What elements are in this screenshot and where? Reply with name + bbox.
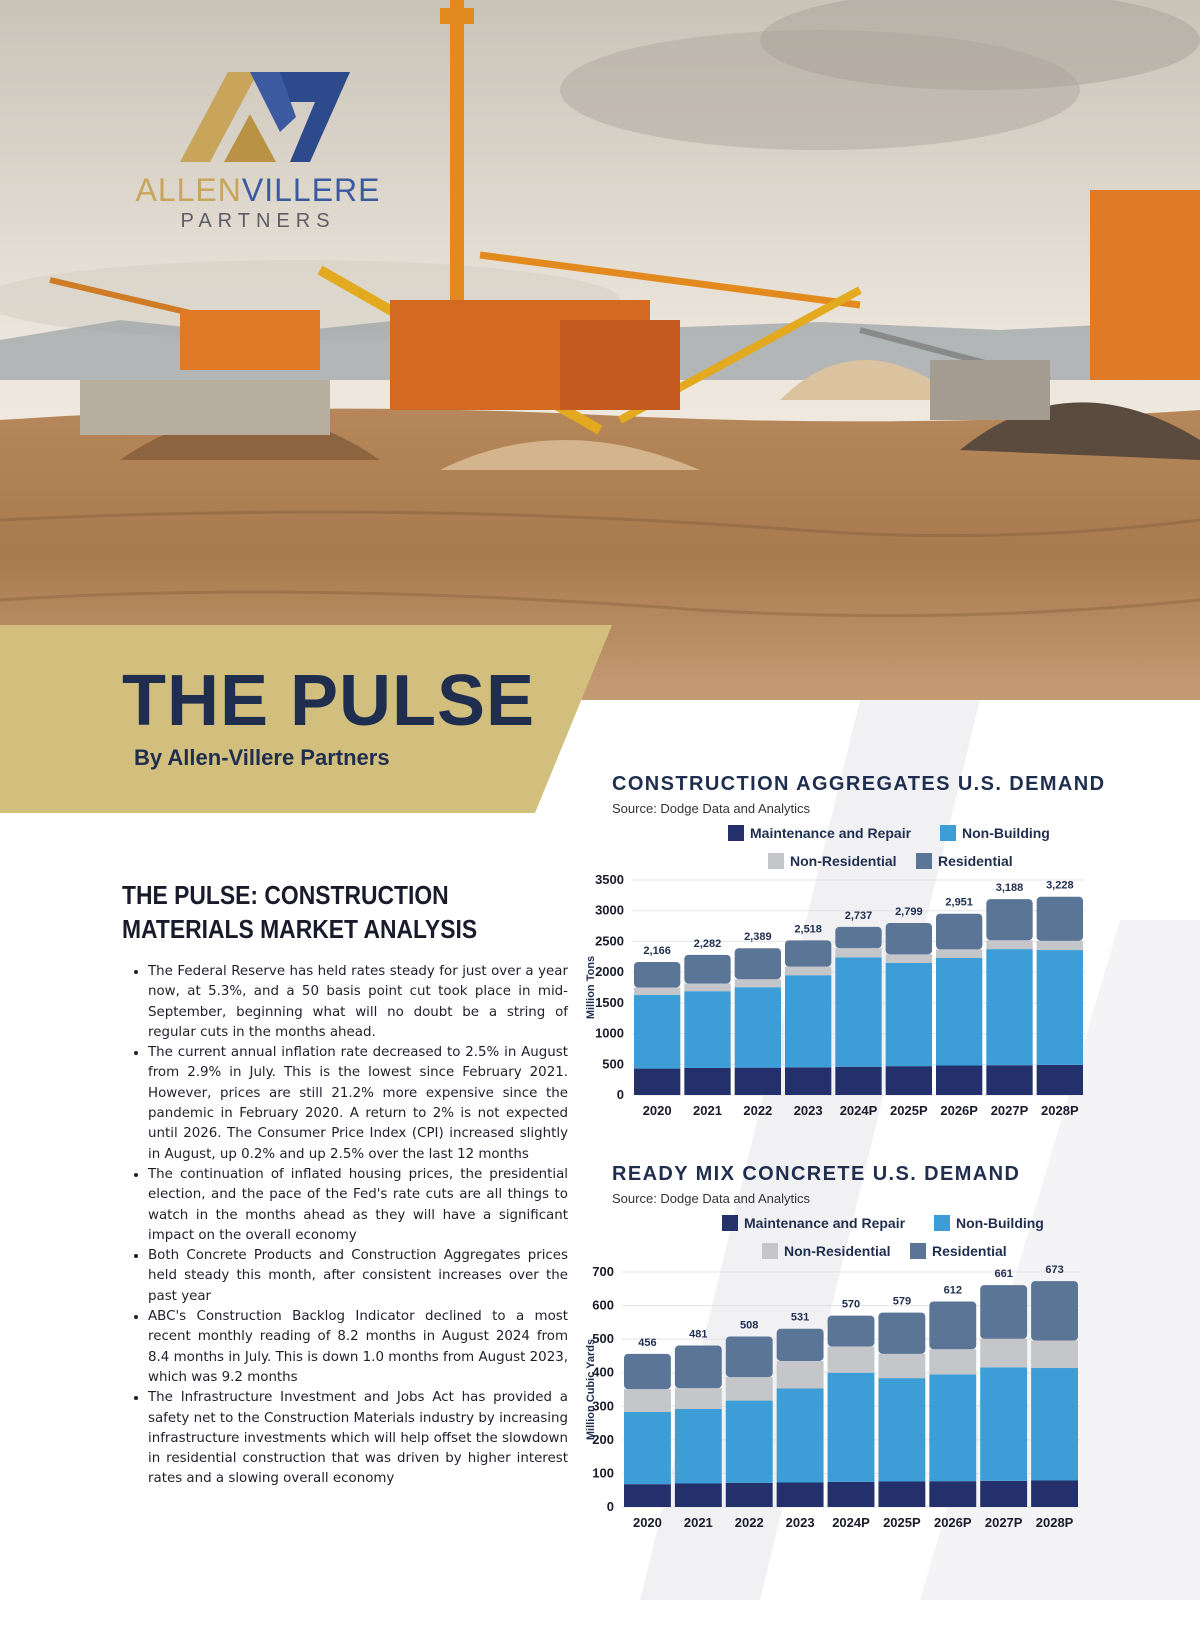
bar-segment [624,1412,671,1484]
x-tick-label: 2020 [632,1515,662,1530]
bar-segment [777,1361,824,1389]
article-bullet-list [126,962,568,1490]
bar-segment [886,1066,932,1095]
bar-total-label: 2,518 [794,923,822,936]
legend-item-non-building [940,825,1050,841]
article-title [122,878,518,946]
bar-segment [878,1354,925,1378]
bar-segment [886,963,932,1066]
bar-segment [675,1388,722,1409]
bar-segment [624,1354,671,1389]
x-tick-label: 2028P [1035,1515,1074,1530]
bar-segment [1031,1340,1078,1368]
bar-segment [785,975,831,1067]
bar-segment [980,1285,1027,1339]
x-tick-label: 2026P [933,1515,972,1530]
article-bullet: • The Federal Reserve has held rates steady for just over a year now, at 5.3%, and a 50 basis point cut took place in mid-September, beginning what will no doubt be a string of regular cuts in the months ahead. [148,962,568,1043]
x-tick-label: 2023 [785,1515,815,1530]
x-tick-label: 2025P [890,1103,928,1118]
x-tick-label: 2026P [940,1103,978,1118]
article-bullet: • The current annual inflation rate decreased to 2.5% in August from 2.9% in July. This is the lowest since February 2021. However, prices are still 21.2% more expensive since the pandemic in February 2020. A return to 2% is not expected until 2026. The Consumer Price Index (CPI) increased slightly in August, up 0.2% and up 2.5% over the last 12 months [148,1043,568,1165]
y-tick-label: 1000 [595,1025,624,1041]
bar-total-label: 2,737 [844,909,873,922]
x-tick-label: 2024P [839,1103,878,1118]
bar-segment [684,955,730,984]
bar-total-label: 3,188 [995,882,1024,895]
bar-segment [735,987,781,1067]
y-axis-label: Million Tons [585,955,597,1020]
bar-segment [777,1388,824,1482]
y-tick-label: 700 [592,1264,614,1279]
bar-segment [675,1409,722,1484]
bar-segment [936,949,982,958]
x-tick-label: 2021 [693,1103,722,1118]
bar-segment [936,1066,982,1095]
bar-segment [878,1378,925,1481]
y-tick-label: 600 [592,1297,614,1313]
legend-label: Non-Residential [790,853,897,869]
bar-segment [835,948,881,957]
legend-item-non-residential [768,853,897,869]
article-bullet: • The Infrastructure Investment and Jobs Act has provided a safety net to the Construction Materials industry by increasing infrastructure investments which will help offset the slowdown in residential construction that was driven by higher interest rates and a slowing overall economy [148,1388,568,1489]
av-logo-icon [180,72,350,162]
bar-segment [878,1313,925,1354]
y-tick-label: 1500 [595,994,624,1010]
y-axis-label: Million Cubic Yards [585,1338,597,1441]
x-tick-label: 2025P [883,1515,921,1530]
legend-swatch [762,1243,778,1259]
y-tick-label: 0 [616,1087,624,1102]
bar-segment [1037,1065,1083,1095]
y-tick-label: 100 [592,1465,614,1481]
legend-item-residential [910,1243,1007,1259]
bar-segment [835,927,881,948]
y-tick-label: 3500 [595,872,624,887]
bar-segment [735,948,781,979]
bar-total-label: 612 [943,1284,962,1297]
bar-segment [828,1482,875,1507]
bar-segment [785,940,831,966]
y-tick-label: 300 [592,1398,614,1414]
aggregates-chart-plot [580,870,1180,1125]
bar-segment [980,1481,1027,1507]
bar-segment [1031,1368,1078,1480]
bar-segment [684,1068,730,1095]
bar-segment [980,1367,1027,1480]
legend-label: Residential [932,1243,1007,1259]
y-tick-label: 2500 [595,933,624,949]
ready-mix-chart [580,1155,1180,1555]
legend-label: Non-Building [962,825,1050,841]
bar-total-label: 2,389 [744,931,772,944]
bar-segment [726,1336,773,1377]
brand-name-part1: ALLEN [135,172,242,208]
legend-label: Maintenance and Repair [750,825,912,841]
chart-source: Source: Dodge Data and Analytics [612,1191,811,1206]
bar-total-label: 673 [1045,1264,1064,1277]
legend-item-maintenance [728,825,911,841]
bar-segment [1031,1281,1078,1340]
legend-swatch [768,853,784,869]
article-title-line2: MATERIALS MARKET ANALYSIS [122,914,478,944]
article-bullet: • Both Concrete Products and Construction Aggregates prices held steady this month, after consistent increases over the past year [148,1246,568,1307]
legend-item-residential [916,853,1013,869]
bar-segment [726,1401,773,1483]
bar-segment [828,1347,875,1373]
legend-swatch [728,825,744,841]
bar-segment [634,988,680,995]
x-tick-label: 2027P [984,1515,1023,1530]
bar-segment [886,923,932,954]
bar-segment [986,1065,1032,1095]
bar-segment [936,958,982,1066]
legend-item-non-residential [762,1243,891,1259]
page-byline: By Allen-Villere Partners [134,745,390,770]
y-tick-label: 500 [592,1331,614,1347]
bar-segment [1037,950,1083,1065]
bar-segment [886,954,932,963]
bar-segment [986,949,1032,1065]
bar-segment [986,940,1032,949]
bar-segment [936,914,982,950]
brand-name-part2: VILLERE [241,172,381,208]
bar-total-label: 2,282 [693,937,722,950]
bar-segment [1037,897,1083,941]
bar-segment [726,1377,773,1401]
bar-segment [624,1389,671,1412]
bar-segment [735,979,781,987]
bar-segment [929,1374,976,1481]
legend-swatch [934,1215,950,1231]
bar-segment [835,957,881,1066]
bar-segment [777,1482,824,1507]
brand-tagline: PARTNERS [180,210,336,232]
legend-swatch [940,825,956,841]
chart-title: READY MIX CONCRETE U.S. DEMAND [612,1163,1021,1185]
x-tick-label: 2021 [683,1515,713,1530]
x-tick-label: 2022 [734,1515,764,1530]
bar-segment [986,899,1032,940]
article-bullet: • ABC's Construction Backlog Indicator declined to a most recent monthly reading of 8.2 months in August 2024 from 8.4 months in July. This is down 1.0 months from August 2023, which was 9.2 months [148,1307,568,1388]
bar-total-label: 570 [841,1298,861,1311]
x-tick-label: 2027P [990,1103,1029,1118]
bar-segment [785,1067,831,1095]
bar-total-label: 579 [892,1295,912,1308]
bar-total-label: 456 [638,1336,657,1349]
bar-segment [634,1069,680,1095]
y-tick-label: 0 [606,1499,614,1514]
page-title: THE PULSE [122,661,536,741]
legend-item-non-building [934,1215,1044,1231]
chart-title: CONSTRUCTION AGGREGATES U.S. DEMAND [612,773,1106,795]
legend-label: Maintenance and Repair [744,1215,906,1231]
brand-logo [118,72,398,242]
bar-total-label: 2,166 [643,944,671,957]
bar-segment [980,1339,1027,1368]
x-tick-label: 2022 [743,1103,773,1118]
legend-label: Non-Residential [784,1243,891,1259]
y-tick-label: 500 [602,1056,624,1072]
bar-segment [828,1316,875,1347]
article-bullet: • The continuation of inflated housing prices, the presidential election, and the pace of the Fed's rate cuts are all things to watch in the months ahead as they will have a significant impact on the overall economy [148,1165,568,1246]
y-tick-label: 400 [592,1364,614,1380]
bar-segment [929,1481,976,1507]
bar-segment [675,1346,722,1389]
bar-segment [1037,941,1083,950]
bar-segment [785,967,831,976]
bar-total-label: 2,951 [945,896,973,909]
bar-total-label: 3,228 [1046,879,1074,892]
legend-item-maintenance [722,1215,905,1231]
ready-mix-chart-plot [580,1260,1180,1540]
legend-swatch [910,1243,926,1259]
bar-segment [878,1481,925,1507]
bar-total-label: 508 [740,1319,759,1332]
bar-segment [1031,1480,1078,1507]
brand-name [118,172,398,209]
y-tick-label: 2000 [595,964,624,980]
x-tick-label: 2020 [642,1103,672,1118]
chart-source: Source: Dodge Data and Analytics [612,801,811,816]
legend-swatch [722,1215,738,1231]
bar-segment [634,962,680,988]
legend-label: Residential [938,853,1013,869]
x-tick-label: 2028P [1041,1103,1079,1118]
legend-swatch [916,853,932,869]
bar-total-label: 2,799 [895,906,923,919]
legend-label: Non-Building [956,1215,1044,1231]
bar-total-label: 481 [689,1328,708,1341]
y-tick-label: 3000 [595,902,624,918]
bar-segment [684,984,730,992]
x-tick-label: 2023 [793,1103,823,1118]
aggregates-chart [580,765,1180,1125]
bar-segment [726,1483,773,1507]
y-tick-label: 200 [592,1431,614,1447]
bar-segment [624,1484,671,1507]
bar-total-label: 531 [790,1311,810,1324]
bar-segment [828,1373,875,1482]
bar-segment [634,995,680,1069]
bar-segment [675,1484,722,1508]
bar-segment [835,1067,881,1095]
bar-segment [777,1329,824,1361]
bar-segment [735,1068,781,1095]
article-title-line1: THE PULSE: CONSTRUCTION [122,880,449,910]
x-tick-label: 2024P [832,1515,870,1530]
bar-total-label: 661 [994,1268,1013,1281]
bar-segment [929,1349,976,1374]
bar-segment [684,991,730,1068]
bar-segment [929,1302,976,1350]
